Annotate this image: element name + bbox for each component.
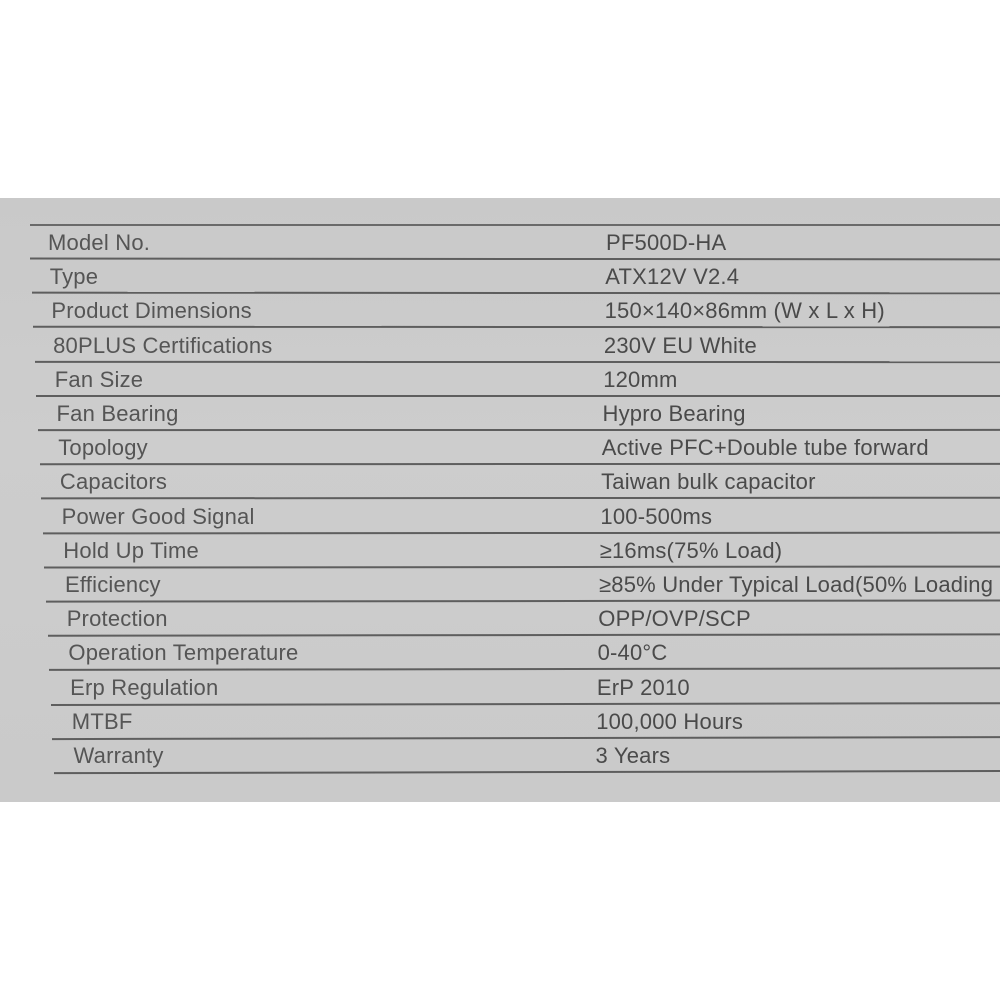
- spec-value: PF500D-HA: [606, 230, 727, 255]
- spec-value: ≥16ms(75% Load): [599, 537, 783, 563]
- table-row: [0, 260, 1000, 294]
- spec-label: Model No.: [48, 230, 151, 255]
- spec-value: 3 Years: [595, 743, 671, 768]
- spec-label: 80PLUS Certifications: [53, 332, 273, 358]
- spec-value: Active PFC+Double tube forward: [601, 435, 929, 461]
- spec-value: ≥85% Under Typical Load(50% Loading: [599, 572, 994, 597]
- spec-label: Hold Up Time: [63, 537, 199, 563]
- table-row: [0, 397, 1000, 431]
- spec-label: Efficiency: [65, 572, 161, 597]
- spec-value: ATX12V V2.4: [605, 264, 740, 290]
- spec-label: Type: [49, 264, 99, 290]
- spec-value: 230V EU White: [603, 332, 757, 358]
- spec-value: 100-500ms: [600, 503, 713, 529]
- table-row: [0, 500, 1000, 534]
- table-row: [0, 465, 1000, 499]
- spec-value: Taiwan bulk capacitor: [601, 469, 816, 495]
- table-row: [0, 329, 1000, 363]
- spec-value: 150×140×86mm (W x L x H): [604, 298, 885, 324]
- spec-table: [0, 198, 1000, 802]
- spec-label: Warranty: [73, 743, 164, 768]
- spec-label: Protection: [66, 606, 168, 632]
- spec-label: Fan Size: [54, 366, 144, 392]
- table-row: [0, 431, 1000, 465]
- table-row: [0, 602, 1000, 636]
- table-row: [0, 705, 1000, 739]
- spec-label: Power Good Signal: [61, 503, 255, 529]
- table-row: [0, 568, 1000, 602]
- spec-label: Capacitors: [59, 469, 168, 495]
- spec-label: Product Dimensions: [51, 298, 252, 324]
- row-divider: [54, 770, 1000, 774]
- table-row: [0, 534, 1000, 568]
- table-row: [0, 671, 1000, 705]
- spec-label-photo: [0, 198, 1000, 802]
- spec-label: Fan Bearing: [56, 401, 179, 426]
- spec-label: MTBF: [71, 708, 133, 734]
- spec-value: OPP/OVP/SCP: [598, 606, 751, 632]
- spec-value: ErP 2010: [596, 674, 690, 700]
- spec-value: 120mm: [603, 366, 678, 392]
- spec-value: Hypro Bearing: [602, 401, 746, 426]
- table-row: [0, 363, 1000, 397]
- spec-label: Topology: [58, 435, 148, 461]
- spec-label: Operation Temperature: [68, 640, 299, 666]
- spec-value: 0-40°C: [597, 640, 668, 666]
- table-row: [0, 636, 1000, 670]
- spec-value: 100,000 Hours: [596, 708, 744, 734]
- table-row: [0, 226, 1000, 260]
- spec-label: Erp Regulation: [70, 674, 219, 700]
- table-row: [0, 739, 1000, 773]
- table-row: [0, 294, 1000, 328]
